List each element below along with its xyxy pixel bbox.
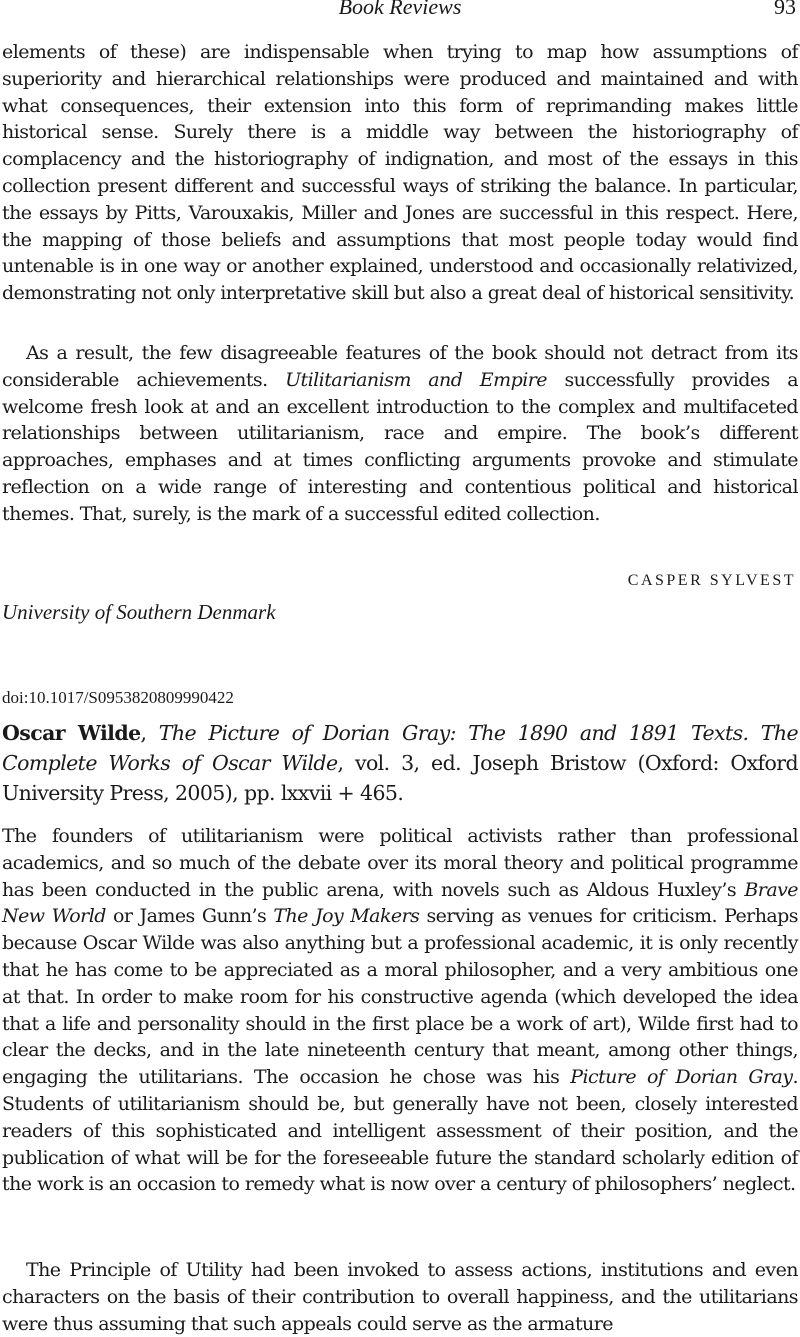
reviewer-affiliation: University of Southern Denmark bbox=[2, 600, 276, 624]
citation-title: The Picture of Dorian Gray: The 1890 and 1891 Texts. The Complete Works of Oscar Wilde bbox=[2, 721, 798, 775]
book-title-utilitarianism-and-empire: Utilitarianism and Empire bbox=[285, 368, 547, 391]
citation-details: , vol. 3, ed. Joseph Bristow (Oxford: Oxford University Press, 2005), pp. lxxvii + 465. bbox=[2, 751, 798, 805]
review1-paragraph-2-text-b: successfully provides a welcome fresh look at and an excellent introduction to the complex and multifaceted relationships between utilitarianism, race and empire. The book’s different approaches, emphases and at times conflicting arguments provoke and stimulate reflection on a wide range of interesting and contentious political and historical themes. That, surely, is the mark of a successful edited collection. bbox=[2, 368, 798, 525]
review1-paragraph-2-text-a: As a result, the few disagreeable features of the book should not detract from its considerable achievements. bbox=[2, 342, 798, 391]
review1-paragraph-1 bbox=[2, 39, 798, 307]
citation-author: Oscar Wilde bbox=[2, 721, 141, 745]
page-number: 93 bbox=[774, 0, 796, 19]
review2-paragraph-1-text-c: serving as venues for criticism. Perhaps because Oscar Wilde was also anything but a professional academic, it is only recently that he has come to be appreciated as a moral philosopher, and a very ambitious one at that. In order to make room for his constructive agenda (which developed the idea that a life and personality should in the first place be a work of art), Wilde first had to clear the decks, and in the late nineteenth century that meant, among other things, engaging the utilitarians. The occasion he chose was his bbox=[2, 905, 798, 1089]
review2-paragraph-1-text-a: The founders of utilitarianism were political activists rather than professional academics, and so much of the debate over its moral theory and political programme has been conducted in the public arena, with novels such as Aldous Huxley’s bbox=[2, 825, 798, 901]
review1-paragraph-2 bbox=[2, 340, 798, 528]
review2-paragraph-1-text-b: or James Gunn’s bbox=[105, 905, 274, 928]
doi: doi:10.1017/S0953820809990422 bbox=[2, 688, 234, 707]
running-head-title: Book Reviews bbox=[338, 0, 462, 19]
review2-paragraph-2-text: The Principle of Utility had been invoked to assess actions, institutions and even characters on the basis of their contribution to overall happiness, and the utilitarians were thus assuming that such appeals could serve as the armature bbox=[2, 1259, 798, 1335]
title-the-joy-makers: The Joy Makers bbox=[273, 905, 420, 928]
running-head bbox=[0, 0, 800, 28]
review2-paragraph-1 bbox=[2, 823, 798, 1198]
citation-sep: , bbox=[140, 721, 159, 745]
reviewer-name: CASPER SYLVEST bbox=[627, 572, 796, 589]
review2-paragraph-2 bbox=[2, 1257, 798, 1337]
review1-paragraph-1-text: elements of these) are indispensable when trying to map how assumptions of superiority and hierarchical relationships were produced and maintained and with what consequences, their extension into this form of reprimanding makes little historical sense. Surely there is a middle way between the historiography of complacency and the historiography of indignation, and most of the essays in this collection present different and successful ways of striking the balance. In particular, the essays by Pitts, Varouxakis, Miller and Jones are successful in this respect. Here, the mapping of those beliefs and assumptions that most people today would find untenable is in one way or another explained, understood and occasionally relativized, demonstrating not only interpretative skill but also a great deal of historical sensitivity. bbox=[2, 41, 798, 305]
review2-paragraph-1-text-d: . Students of utilitarianism should be, but generally have not been, closely interested readers of this sophisticated and intelligent assessment of their position, and the publication of what will be for the foreseeable future the standard scholarly edition of the work is an occasion to remedy what is now over a century of philosophers’ neglect. bbox=[2, 1066, 798, 1196]
title-picture-of-dorian-gray: Picture of Dorian Gray bbox=[570, 1066, 793, 1089]
book-citation bbox=[2, 718, 798, 808]
title-brave-new-world: Brave New World bbox=[2, 878, 798, 928]
